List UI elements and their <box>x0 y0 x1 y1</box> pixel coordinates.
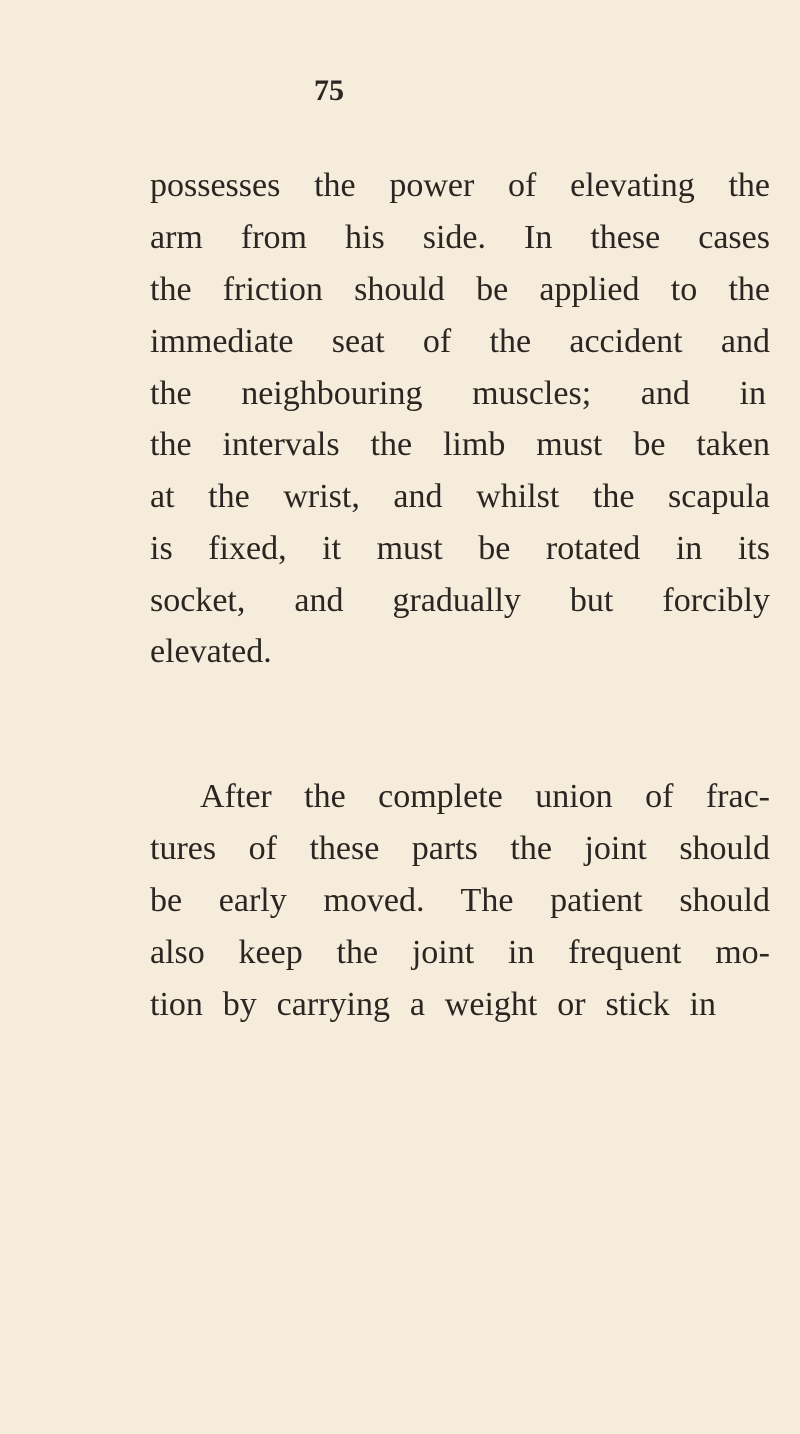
text-line: elevated. <box>150 633 272 670</box>
text-line: the neighbouring muscles; and in <box>150 375 766 412</box>
text-line: After the complete union of frac- <box>200 778 770 815</box>
text-line: socket, and gradually but forcibly <box>150 582 770 619</box>
page-number: 75 <box>314 74 344 107</box>
text-line: tures of these parts the joint should <box>150 830 770 867</box>
text-line: be early moved. The patient should <box>150 882 770 919</box>
text-line: is fixed, it must be rotated in its <box>150 530 770 567</box>
text-line: at the wrist, and whilst the scapula <box>150 478 770 515</box>
text-line: tion by carrying a weight or stick in <box>150 986 716 1023</box>
text-line: the intervals the limb must be taken <box>150 426 770 463</box>
text-line: immediate seat of the accident and <box>150 323 770 360</box>
text-line: arm from his side. In these cases <box>150 219 770 256</box>
text-line: also keep the joint in frequent mo- <box>150 934 770 971</box>
text-line: the friction should be applied to the <box>150 271 770 308</box>
text-line: possesses the power of elevating the <box>150 167 770 204</box>
